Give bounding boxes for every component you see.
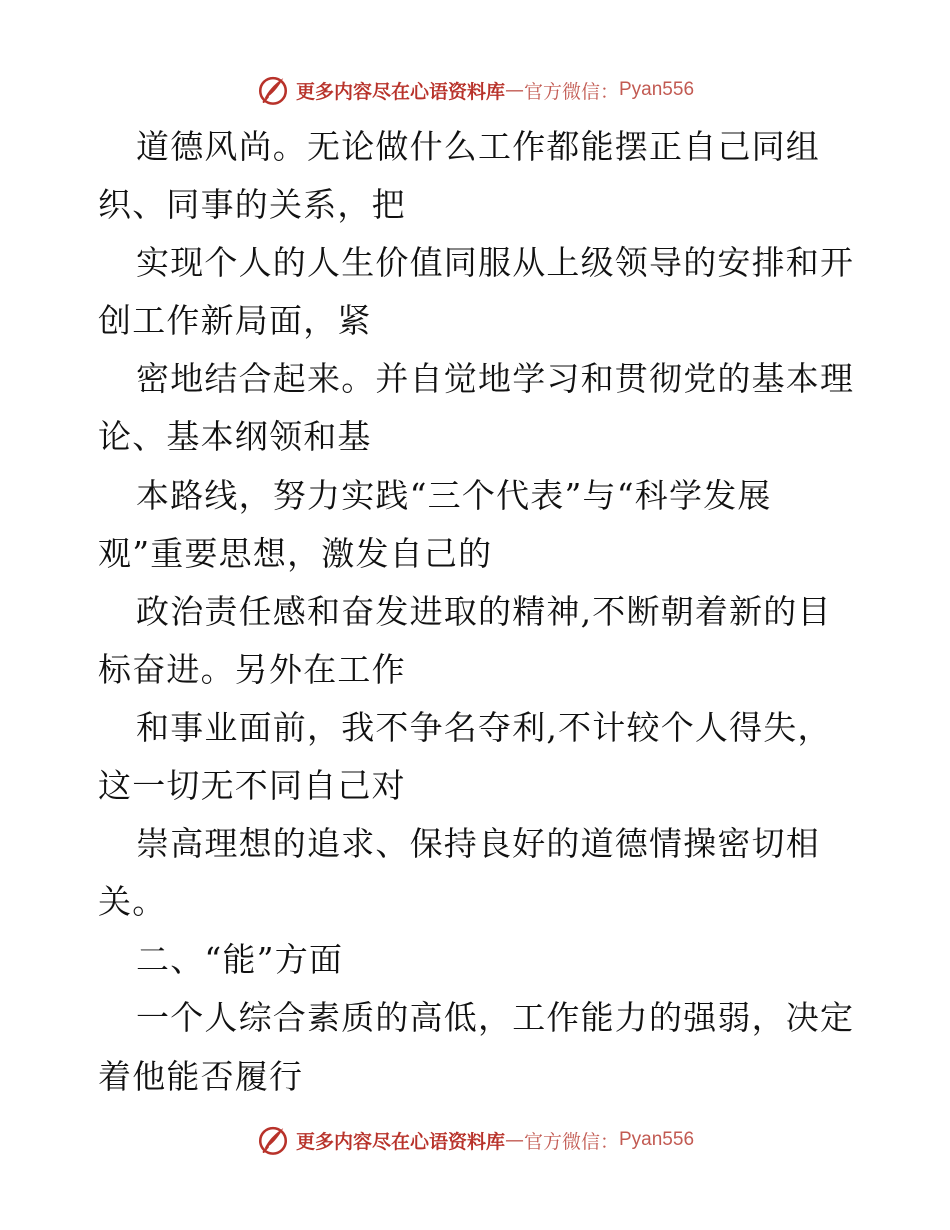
footer-watermark	[0, 1120, 950, 1160]
text-line: 本路线，努力实践“三个代表”与“科学发展	[136, 475, 772, 515]
text-line: 一个人综合素质的高低，工作能力的强弱，决定	[136, 998, 855, 1038]
watermark-contact-label: 官方微信：	[523, 1130, 619, 1153]
text-line: 实现个人的人生价值同服从上级领导的安排和开	[136, 243, 855, 283]
watermark-brand: 更多内容尽在心语资料库	[295, 1130, 505, 1153]
text-line: 和事业面前，我不争名夺利,不计较个人得失，	[136, 707, 832, 747]
text-line: 创工作新局面，紧	[98, 301, 372, 341]
document-body	[98, 118, 858, 1106]
quill-logo-icon	[256, 73, 290, 107]
text-line: 观”重要思想，激发自己的	[98, 533, 493, 573]
watermark-separator: —	[504, 79, 524, 101]
text-line: 二、“能”方面	[136, 940, 344, 980]
watermark-separator: —	[504, 1129, 524, 1151]
header-watermark	[0, 70, 950, 110]
watermark-contact-label: 官方微信：	[523, 80, 619, 103]
watermark-brand: 更多内容尽在心语资料库	[295, 80, 505, 103]
text-line: 关。	[98, 882, 167, 922]
text-line: 标奋进。另外在工作	[98, 649, 406, 689]
text-line: 论、基本纲领和基	[98, 417, 372, 457]
text-line: 道德风尚。无论做什么工作都能摆正自己同组	[136, 127, 820, 166]
text-line: 崇高理想的追求、保持良好的道德情操密切相	[136, 824, 820, 864]
text-line: 政治责任感和奋发进取的精神,不断朝着新的目	[136, 591, 832, 631]
text-line: 着他能否履行	[98, 1056, 304, 1096]
watermark-contact-id: Pyan556	[619, 79, 695, 100]
watermark-contact-id: Pyan556	[619, 1129, 695, 1150]
quill-logo-icon	[256, 1123, 290, 1157]
text-line: 织、同事的关系，把	[98, 185, 406, 225]
text-line: 密地结合起来。并自觉地学习和贯彻党的基本理	[136, 359, 855, 399]
text-line: 这一切无不同自己对	[98, 766, 406, 806]
